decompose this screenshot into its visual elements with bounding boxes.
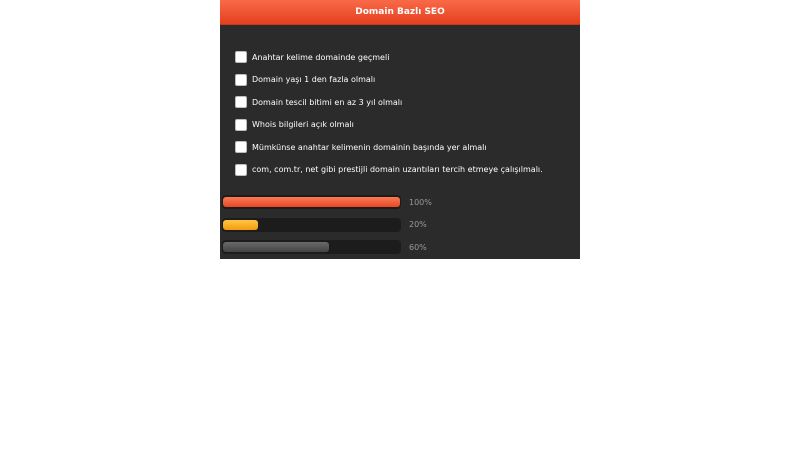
progress-list: [222, 194, 432, 262]
checklist-item[interactable]: [235, 74, 543, 86]
progress-fill: [223, 220, 258, 230]
checkbox[interactable]: [235, 74, 247, 86]
panel-header: [220, 0, 580, 25]
progress-row: [222, 217, 432, 233]
checklist-item[interactable]: [235, 51, 543, 63]
checkbox[interactable]: [235, 96, 247, 108]
progress-fill: [223, 242, 329, 252]
checkbox[interactable]: [235, 119, 247, 131]
checklist-item-label: Whois bilgileri açık olmalı: [252, 120, 354, 129]
progress-fill: [223, 197, 400, 207]
checklist-item[interactable]: [235, 141, 543, 153]
seo-checklist: [235, 51, 543, 186]
progress-row: [222, 194, 432, 210]
checkbox[interactable]: [235, 164, 247, 176]
checklist-item[interactable]: [235, 164, 543, 176]
checklist-item-label: Domain tescil bitimi en az 3 yıl olmalı: [252, 97, 403, 107]
checklist-item-label: Domain yaşı 1 den fazla olmalı: [252, 75, 376, 84]
progress-track: [222, 218, 401, 232]
checklist-item[interactable]: [235, 96, 543, 108]
progress-track: [222, 240, 401, 254]
progress-percent: 60%: [409, 242, 427, 252]
checkbox[interactable]: [235, 51, 247, 63]
progress-track: [222, 195, 401, 209]
checklist-item[interactable]: [235, 119, 543, 131]
checklist-item-label: Anahtar kelime domainde geçmeli: [252, 52, 390, 62]
checklist-item-label: com, com.tr, net gibi prestijli domain uzantıları tercih etmeye çalışılmalı.: [252, 165, 543, 174]
panel-title: Domain Bazlı SEO: [355, 7, 445, 17]
checkbox[interactable]: [235, 141, 247, 153]
checklist-item-label: Mümkünse anahtar kelimenin domainin başında yer almalı: [252, 142, 487, 152]
seo-panel: [220, 0, 580, 259]
progress-row: [222, 239, 432, 255]
progress-percent: 100%: [409, 197, 432, 207]
progress-percent: 20%: [409, 220, 427, 229]
